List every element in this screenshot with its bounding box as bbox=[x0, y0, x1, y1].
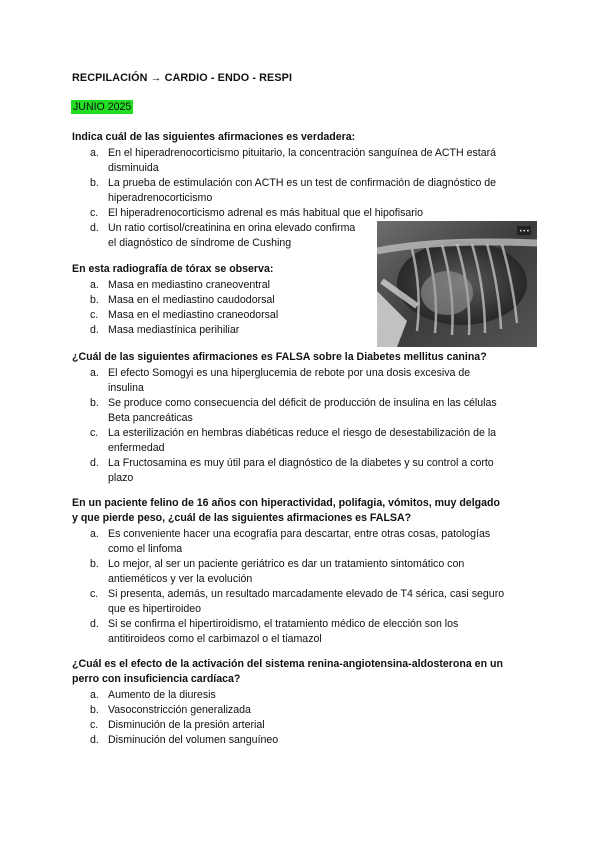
option-d: d. La Fructosamina es muy útil para el diagnóstico de la diabetes y su control a corto plazo bbox=[90, 457, 494, 484]
page-title: RECPILACIÓN → CARDIO - ENDO - RESPI bbox=[72, 72, 293, 84]
question-4 bbox=[72, 496, 530, 647]
option-a: a. Es conveniente hacer una ecografía para descartar, entre otras cosas, patologías como el linfoma bbox=[90, 528, 491, 555]
option-a: a. Masa en mediastino craneoventral bbox=[90, 279, 270, 291]
option-b: b. Se produce como consecuencia del déficit de producción de insulina en las células Beta pancreáticas bbox=[90, 397, 497, 424]
option-b: b. La prueba de estimulación con ACTH es un test de confirmación de diagnóstico de hiperadrenocorticismo bbox=[90, 177, 497, 204]
question-5 bbox=[72, 657, 530, 748]
option-d: d. Masa mediastínica perihiliar bbox=[90, 324, 240, 336]
option-a: a. En el hiperadrenocorticismo pituitario, la concentración sanguínea de ACTH estará disminuida bbox=[90, 147, 497, 174]
option-d: d. Si se confirma el hipertiroidismo, el tratamiento médico de elección son los antitiroideos como el carbimazol o el tiamazol bbox=[90, 618, 459, 645]
question-text: ¿Cuál de las siguientes afirmaciones es FALSA sobre la Diabetes mellitus canina? bbox=[72, 351, 487, 363]
question-2 bbox=[72, 262, 530, 338]
question-text: Indica cuál de las siguientes afirmaciones es verdadera: bbox=[72, 131, 356, 143]
option-a: a. Aumento de la diuresis bbox=[90, 689, 216, 701]
question-3 bbox=[72, 350, 530, 486]
option-d: d. Un ratio cortisol/creatinina en orina elevado confirma el diagnóstico de síndrome de Cushing bbox=[90, 222, 356, 249]
option-d: d. Disminución del volumen sanguíneo bbox=[90, 734, 279, 746]
date-highlight: JUNIO 2025 bbox=[73, 101, 132, 113]
option-c: c. Si presenta, además, un resultado marcadamente elevado de T4 sérica, casi seguro que es hipertiroideo bbox=[90, 588, 505, 615]
option-a: a. El efecto Somogyi es una hiperglucemia de rebote por una dosis excesiva de insulina bbox=[90, 367, 471, 394]
svg-text:•••: ••• bbox=[519, 228, 530, 235]
option-b: b. Vasoconstricción generalizada bbox=[90, 704, 251, 716]
option-b: b. Lo mejor, al ser un paciente geriátrico es dar un tratamiento sintomático con antieméticos y ver la evolución bbox=[90, 558, 465, 585]
question-text: ¿Cuál es el efecto de la activación del sistema renina-angiotensina-aldosterona en un perro con insuficiencia cardíaca? bbox=[72, 658, 503, 685]
option-b: b. Masa en el mediastino caudodorsal bbox=[90, 294, 275, 306]
option-c: c. La esterilización en hembras diabéticas reduce el riesgo de desestabilización de la enfermedad bbox=[90, 427, 497, 454]
question-text: En esta radiografía de tórax se observa: bbox=[72, 263, 274, 275]
option-c: c. Disminución de la presión arterial bbox=[90, 719, 265, 731]
option-c: c. El hiperadrenocorticismo adrenal es más habitual que el hipofisario bbox=[90, 207, 424, 219]
question-text: En un paciente felino de 16 años con hiperactividad, polifagia, vómitos, muy delgado y que pierde peso, ¿cuál de las siguientes afirmaciones es FALSA? bbox=[72, 497, 500, 524]
option-c: c. Masa en el mediastino craneodorsal bbox=[90, 309, 279, 321]
